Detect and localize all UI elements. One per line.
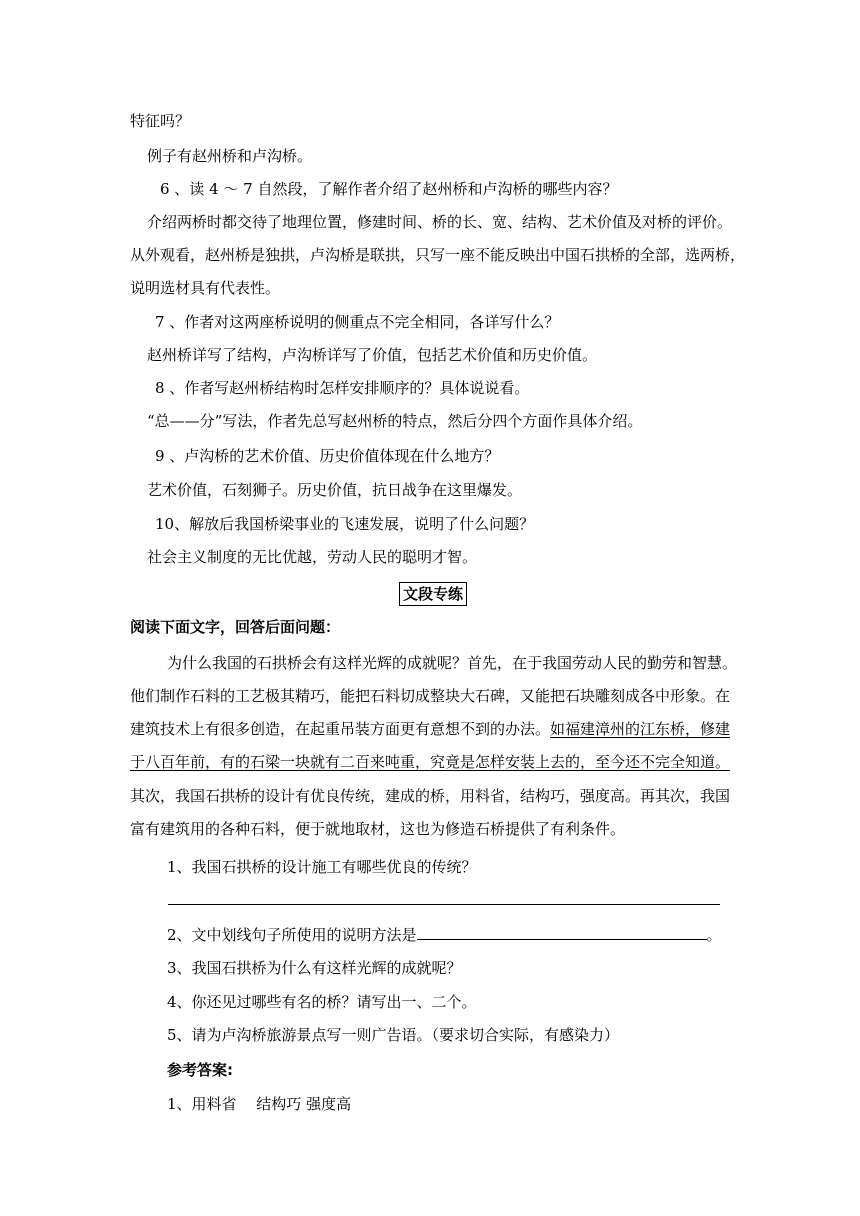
question-2-end: 。 bbox=[706, 926, 722, 944]
answer-6-line2: 从外观看，赵州桥是独拱，卢沟桥是联拱，只写一座不能反映出中国石拱桥的全部，选两桥， bbox=[130, 246, 746, 264]
question-10: 10、解放后我国桥梁事业的飞速发展，说明了什么问题？ bbox=[155, 515, 535, 533]
text-line: 特征吗？ bbox=[130, 112, 191, 130]
question-2-text: 2、文中划线句子所使用的说明方法是 bbox=[167, 926, 417, 944]
question-6: 6 、读 4 ～ 7 自然段，了解作者介绍了赵州桥和卢沟桥的哪些内容？ bbox=[160, 180, 618, 198]
exercise-question-5: 5、请为卢沟桥旅游景点写一则广告语。（要求切合实际，有感染力） bbox=[167, 1026, 620, 1044]
answer-blank-2[interactable] bbox=[417, 925, 707, 940]
answer-blank-1[interactable] bbox=[168, 904, 720, 905]
answer-7: 赵州桥详写了结构，卢沟桥详写了价值，包括艺术价值和历史价值。 bbox=[147, 346, 598, 364]
question-7: 7 、作者对这两座桥说明的侧重点不完全相同，各详写什么？ bbox=[155, 313, 560, 331]
answer-1: 1、用料省 结构巧 强度高 bbox=[167, 1095, 352, 1113]
passage-line: 其次，我国石拱桥的设计有优良传统，建成的桥，用料省，结构巧，强度高。再其次，我国 bbox=[130, 787, 731, 805]
underlined-sentence: 如福建漳州的江东桥，修建 bbox=[550, 720, 731, 738]
passage-line: 为什么我国的石拱桥会有这样光辉的成就呢？首先，在于我国劳动人民的勤劳和智慧。 bbox=[167, 654, 738, 672]
text-line: 例子有赵州桥和卢沟桥。 bbox=[147, 147, 313, 165]
answer-6-line1: 介绍两桥时都交待了地理位置，修建时间、桥的长、宽、结构、艺术价值及对桥的评价。 bbox=[147, 213, 733, 231]
exercise-question-4: 4、你还见过哪些有名的桥？请写出一、二个。 bbox=[167, 993, 477, 1011]
exercise-question-1: 1、我国石拱桥的设计施工有哪些优良的传统？ bbox=[167, 858, 477, 876]
section-title: 文段专练 bbox=[399, 582, 467, 606]
answer-9: 艺术价值，石刻狮子。历史价值，抗日战争在这里爆发。 bbox=[147, 481, 523, 499]
answers-title: 参考答案: bbox=[167, 1061, 233, 1079]
answer-10: 社会主义制度的无比优越，劳动人民的聪明才智。 bbox=[147, 548, 478, 566]
passage-text: 建筑技术上有很多创造，在起重吊装方面更有意想不到的办法。 bbox=[130, 720, 551, 738]
question-9: 9 、卢沟桥的艺术价值、历史价值体现在什么地方？ bbox=[155, 447, 500, 465]
passage-line: 富有建筑用的各种石料，便于就地取材，这也为修造石桥提供了有利条件。 bbox=[130, 820, 626, 838]
exercise-question-2 bbox=[167, 925, 722, 945]
passage-line bbox=[130, 719, 730, 739]
question-8: 8 、作者写赵州桥结构时怎样安排顺序的？具体说说看。 bbox=[155, 379, 530, 397]
passage-line: 他们制作石料的工艺极其精巧，能把石料切成整块大石碑，又能把石块雕刻成各中形象。在 bbox=[130, 687, 731, 705]
reading-instruction: 阅读下面文字，回答后面问题： bbox=[130, 618, 341, 636]
answer-8: “总——分”写法，作者先总写赵州桥的特点，然后分四个方面作具体介绍。 bbox=[147, 412, 643, 430]
answer-6-line3: 说明选材具有代表性。 bbox=[130, 279, 281, 297]
underlined-sentence: 于八百年前，有的石梁一块就有二百来吨重，究竟是怎样安装上去的，至今还不完全知道。 bbox=[130, 753, 731, 771]
exercise-question-3: 3、我国石拱桥为什么有这样光辉的成就呢？ bbox=[167, 959, 462, 977]
